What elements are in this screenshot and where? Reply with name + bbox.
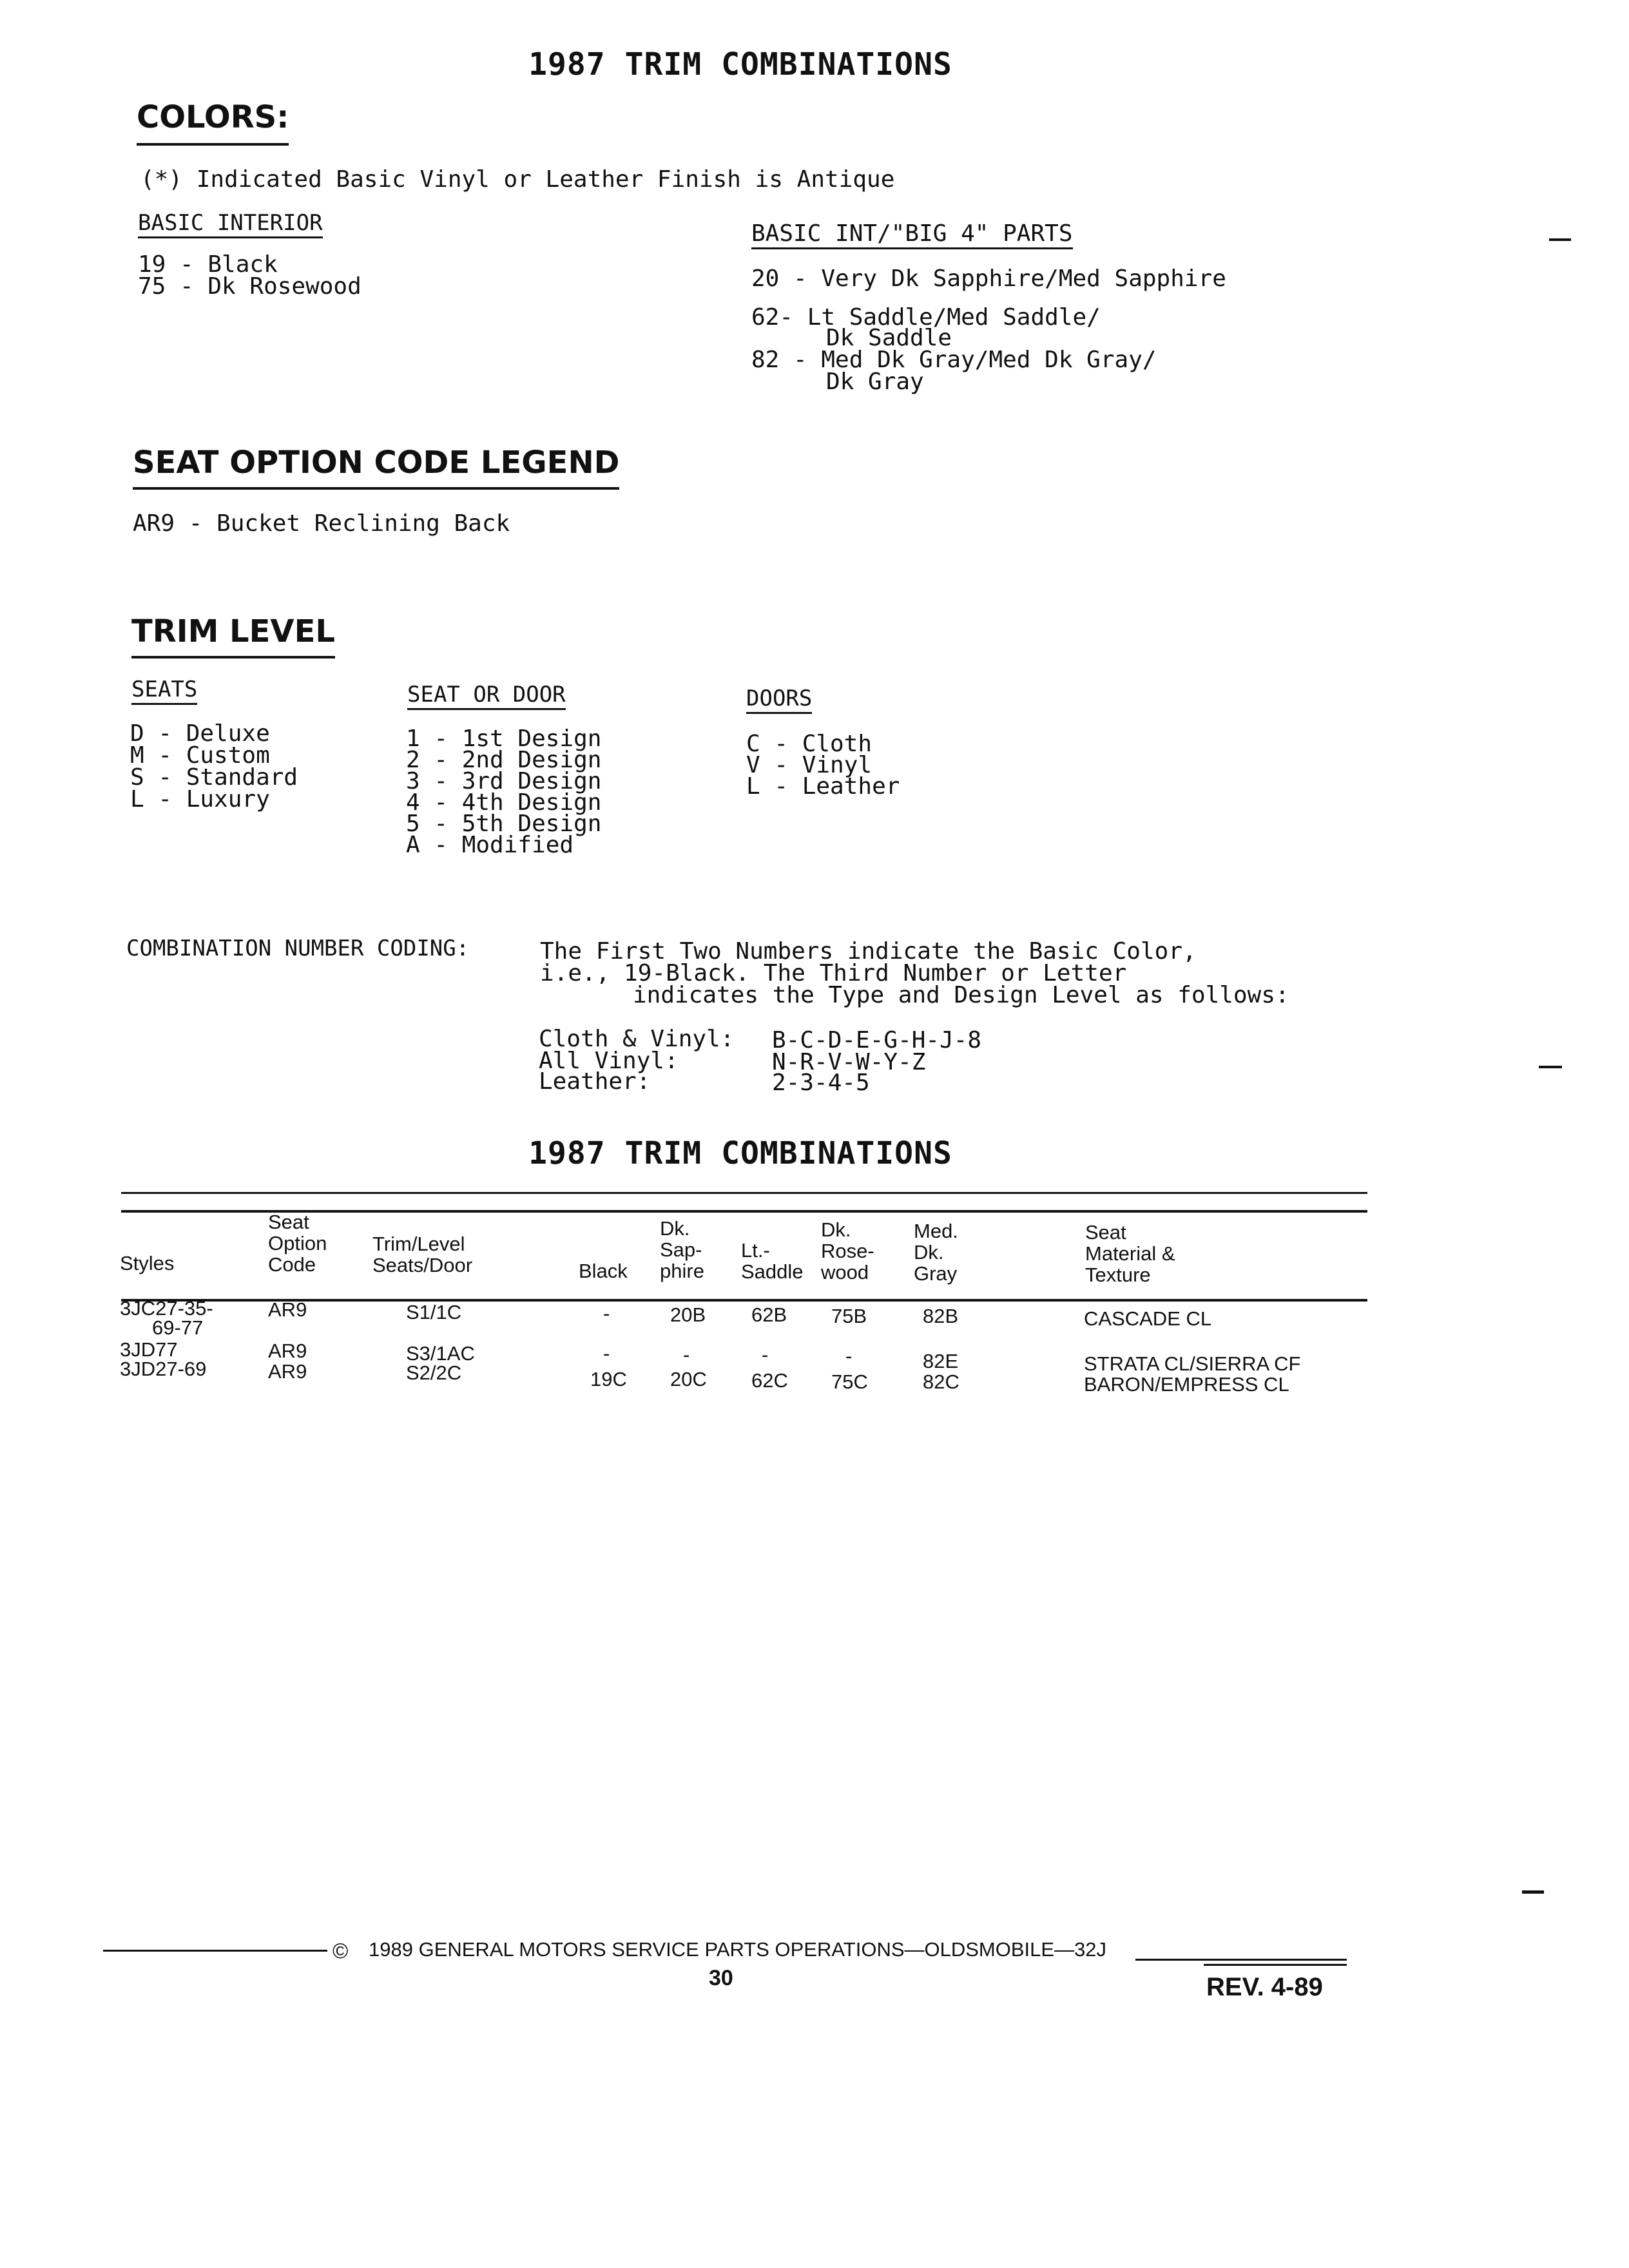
margin-mark bbox=[1522, 1890, 1544, 1894]
basic-interior-item: 75 - Dk Rosewood bbox=[138, 273, 361, 300]
seat-option-heading: SEAT OPTION CODE LEGEND bbox=[133, 445, 619, 490]
footer-rule-right bbox=[1135, 1959, 1347, 1961]
col-header-dk-rosewood: Rose- bbox=[821, 1240, 874, 1262]
colors-note: (*) Indicated Basic Vinyl or Leather Finish is Antique bbox=[140, 166, 895, 193]
doors-list bbox=[746, 731, 900, 800]
colors-heading: COLORS: bbox=[137, 99, 289, 146]
doors-item: L - Leather bbox=[746, 773, 900, 800]
big4-item-cont: Dk Gray bbox=[826, 369, 924, 395]
table-cell-black: - bbox=[603, 1342, 610, 1365]
coding-line: i.e., 19-Black. The Third Number or Letter bbox=[540, 960, 1127, 986]
table-cell-gray: 82E bbox=[923, 1350, 959, 1372]
col-header-seat-option: Seat bbox=[268, 1211, 309, 1233]
coding-type-value: N-R-V-W-Y-Z bbox=[772, 1049, 926, 1075]
big4-heading: BASIC INT/"BIG 4" PARTS bbox=[751, 223, 1073, 249]
table-cell-sapphire: - bbox=[683, 1343, 690, 1366]
seat-or-door-item: 4 - 4th Design bbox=[406, 789, 602, 816]
col-header-seat-material: Seat bbox=[1085, 1221, 1126, 1244]
table-cell-trim: S3/1AC bbox=[406, 1342, 475, 1365]
table-header-rule bbox=[121, 1299, 1367, 1302]
basic-interior-list bbox=[138, 251, 361, 300]
table-cell-code: AR9 bbox=[268, 1340, 307, 1362]
table-cell-saddle: - bbox=[762, 1343, 769, 1366]
footer-rule-right-2 bbox=[1204, 1964, 1347, 1966]
table-cell-code: AR9 bbox=[268, 1360, 307, 1383]
table-cell-styles: 3JC27-35- bbox=[120, 1297, 213, 1320]
big4-item: 62- Lt Saddle/Med Saddle/ bbox=[751, 304, 1101, 331]
col-header-dk-sapphire: Sap- bbox=[660, 1238, 702, 1261]
coding-type-value: 2-3-4-5 bbox=[772, 1070, 870, 1096]
seats-item: S - Standard bbox=[130, 764, 298, 791]
col-header-dk-sapphire: Dk. bbox=[660, 1217, 690, 1240]
coding-label: COMBINATION NUMBER CODING: bbox=[126, 936, 470, 961]
basic-interior-heading: BASIC INTERIOR bbox=[138, 213, 323, 238]
col-header-trim-level: Trim/Level bbox=[372, 1233, 465, 1255]
col-header-seat-option: Code bbox=[268, 1253, 316, 1276]
table-cell-gray: 82C bbox=[923, 1370, 959, 1393]
doors-item: V - Vinyl bbox=[746, 752, 872, 778]
seat-or-door-item: 2 - 2nd Design bbox=[406, 747, 602, 773]
col-header-dk-rosewood: Dk. bbox=[821, 1218, 851, 1241]
table-cell-material: STRATA CL/SIERRA CF bbox=[1084, 1352, 1301, 1375]
table-cell-rosewood: 75B bbox=[831, 1305, 867, 1327]
seat-option-item: AR9 - Bucket Reclining Back bbox=[133, 510, 510, 537]
seats-item: L - Luxury bbox=[130, 786, 270, 812]
table-cell-black: - bbox=[603, 1302, 610, 1325]
col-header-seat-material: Texture bbox=[1085, 1264, 1151, 1286]
margin-mark bbox=[1549, 238, 1571, 241]
col-header-dk-sapphire: phire bbox=[660, 1260, 704, 1282]
copyright-symbol: © bbox=[333, 1939, 349, 1963]
table-cell-material: CASCADE CL bbox=[1084, 1307, 1212, 1330]
col-header-lt-saddle: Lt.- bbox=[741, 1239, 770, 1262]
footer-copyright: 1989 GENERAL MOTORS SERVICE PARTS OPERATIONS—OLDSMOBILE—32J bbox=[369, 1938, 1107, 1961]
seat-or-door-item: 1 - 1st Design bbox=[406, 726, 602, 752]
big4-item: 82 - Med Dk Gray/Med Dk Gray/ bbox=[751, 347, 1157, 373]
table-cell-styles: 3JD77 bbox=[120, 1338, 178, 1361]
coding-type-label: Leather: bbox=[539, 1068, 651, 1095]
table-cell-trim: S1/1C bbox=[406, 1301, 462, 1323]
seat-or-door-item: 5 - 5th Design bbox=[406, 811, 602, 837]
col-header-styles: Styles bbox=[120, 1252, 175, 1274]
doors-heading: DOORS bbox=[746, 688, 812, 714]
seats-list bbox=[130, 720, 298, 812]
coding-type-label: All Vinyl: bbox=[539, 1048, 679, 1074]
table-cell-material: BARON/EMPRESS CL bbox=[1084, 1373, 1289, 1396]
table-title: 1987 TRIM COMBINATIONS bbox=[528, 1135, 952, 1171]
col-header-seat-option: Option bbox=[268, 1232, 327, 1254]
table-cell-sapphire: 20C bbox=[670, 1368, 707, 1390]
table-cell-styles: 3JD27-69 bbox=[120, 1358, 207, 1380]
seat-or-door-list bbox=[406, 728, 601, 856]
trim-level-heading: TRIM LEVEL bbox=[131, 613, 335, 658]
table-cell-saddle: 62C bbox=[751, 1369, 788, 1392]
basic-interior-item: 19 - Black bbox=[138, 251, 278, 278]
big4-item-cont: Dk Saddle bbox=[826, 325, 952, 351]
table-cell-rosewood: - bbox=[845, 1345, 853, 1367]
col-header-seat-material: Material & bbox=[1085, 1242, 1175, 1265]
table-cell-sapphire: 20B bbox=[670, 1303, 706, 1326]
table-cell-rosewood: 75C bbox=[831, 1370, 868, 1393]
table-top-rule bbox=[121, 1192, 1367, 1194]
page-title: 1987 TRIM COMBINATIONS bbox=[528, 46, 952, 82]
table-cell-trim: S2/2C bbox=[406, 1361, 462, 1384]
doors-item: C - Cloth bbox=[746, 731, 872, 757]
footer-rule-left bbox=[103, 1950, 327, 1952]
big4-item: 20 - Very Dk Sapphire/Med Sapphire bbox=[751, 265, 1226, 292]
table-cell-black: 19C bbox=[590, 1368, 627, 1390]
coding-type-label: Cloth & Vinyl: bbox=[539, 1026, 735, 1052]
col-header-med-dk-gray: Gray bbox=[914, 1262, 958, 1285]
seats-item: M - Custom bbox=[130, 742, 270, 769]
revision-label: REV. 4-89 bbox=[1206, 1973, 1323, 2001]
coding-type-value: B-C-D-E-G-H-J-8 bbox=[772, 1027, 982, 1053]
seat-or-door-item: 3 - 3rd Design bbox=[406, 768, 602, 794]
col-header-dk-rosewood: wood bbox=[821, 1261, 869, 1283]
coding-line: indicates the Type and Design Level as follows: bbox=[633, 982, 1289, 1008]
seat-or-door-heading: SEAT OR DOOR bbox=[407, 684, 566, 710]
seat-or-door-item: A - Modified bbox=[406, 832, 574, 858]
table-cell-gray: 82B bbox=[923, 1305, 959, 1327]
margin-mark bbox=[1539, 1066, 1562, 1068]
col-header-black: Black bbox=[579, 1260, 628, 1282]
seats-item: D - Deluxe bbox=[130, 720, 270, 747]
col-header-trim-level: Seats/Door bbox=[372, 1254, 473, 1276]
table-cell-styles: 69-77 bbox=[152, 1316, 204, 1339]
table-cell-code: AR9 bbox=[268, 1298, 307, 1321]
col-header-med-dk-gray: Dk. bbox=[914, 1241, 944, 1264]
table-cell-saddle: 62B bbox=[751, 1303, 787, 1326]
col-header-med-dk-gray: Med. bbox=[914, 1220, 958, 1242]
seats-heading: SEATS bbox=[131, 679, 197, 705]
coding-line: The First Two Numbers indicate the Basic Color, bbox=[540, 938, 1197, 965]
col-header-lt-saddle: Saddle bbox=[741, 1260, 804, 1283]
page-number: 30 bbox=[709, 1966, 733, 1990]
